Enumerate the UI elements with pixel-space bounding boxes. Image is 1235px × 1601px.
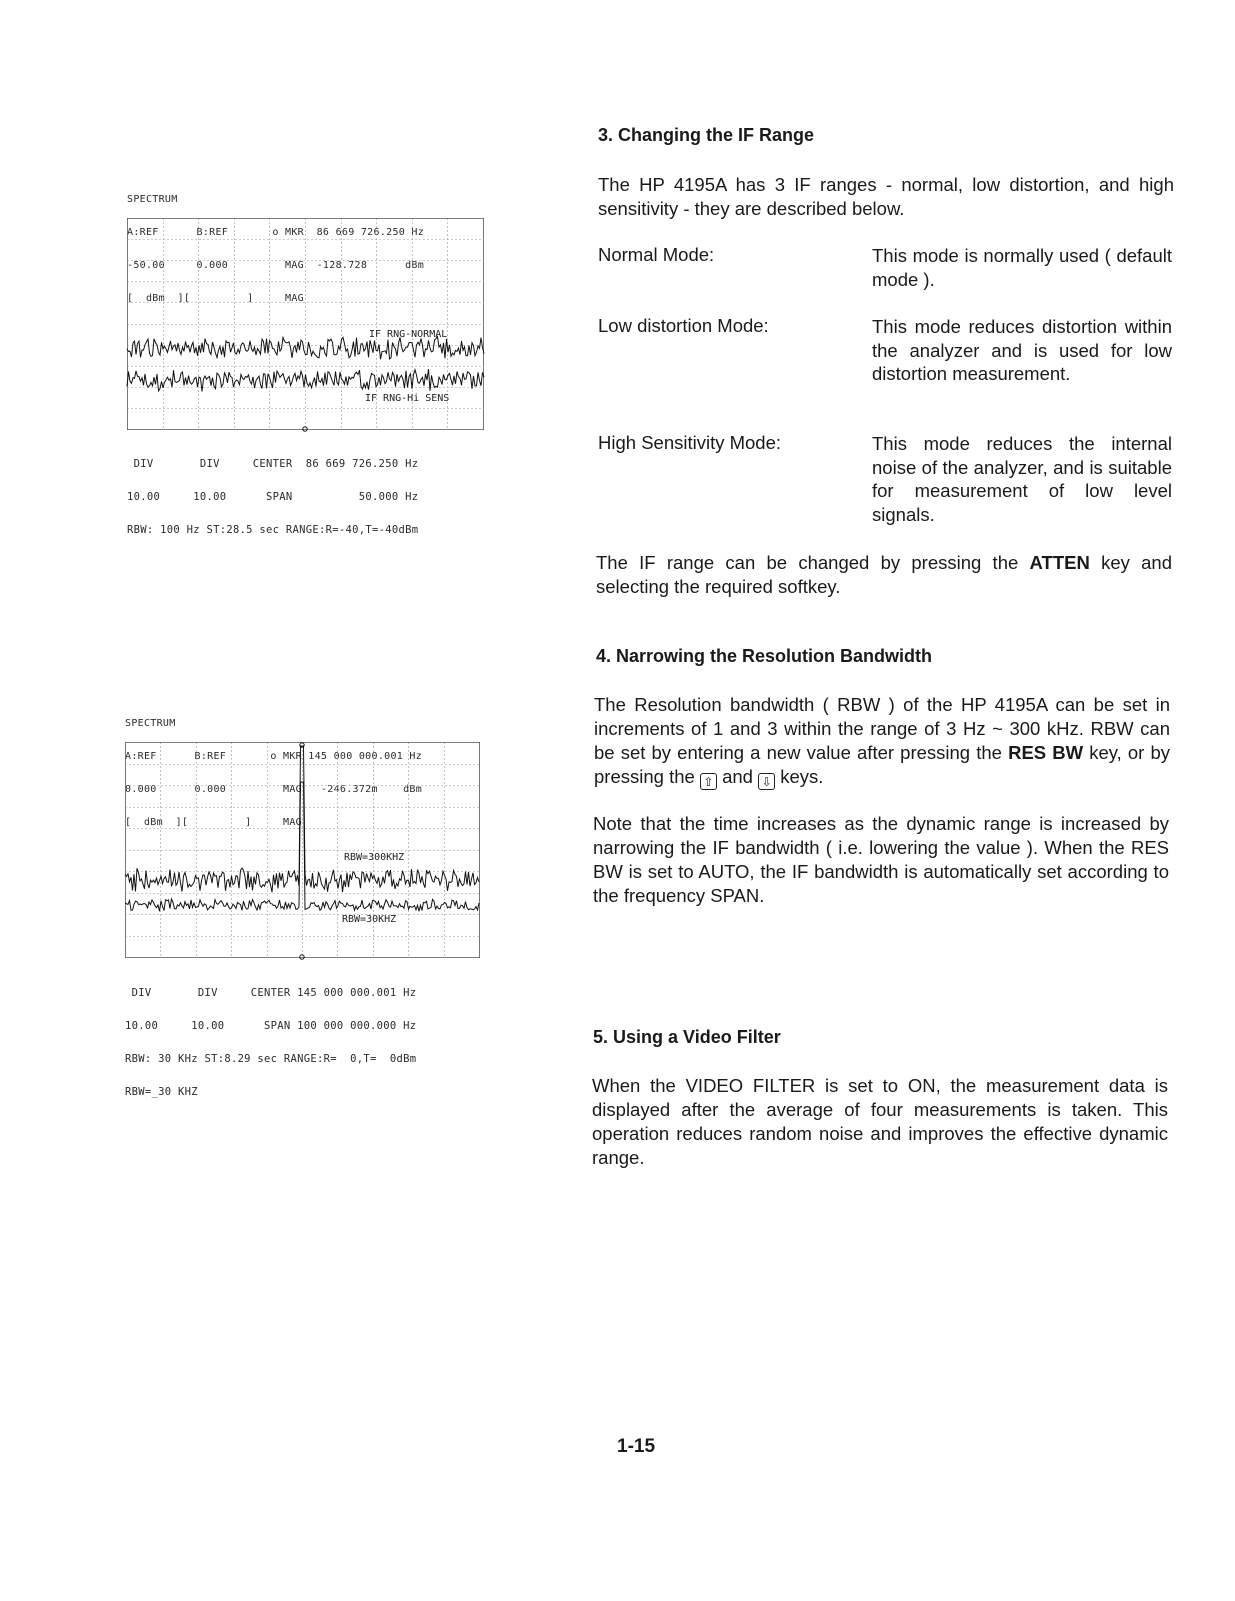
section-heading: 3. Changing the IF Range [598, 125, 815, 145]
screen-header-line: [ dBm ][ ] MAG [127, 293, 304, 304]
marker-icon [300, 743, 304, 747]
screen-footer-line: RBW=_30 KHZ [125, 1086, 198, 1098]
screen-header-line: 0.000 0.000 MAG -246.372m dBm [125, 784, 423, 795]
marker-icon [303, 427, 307, 431]
mode-description: This mode reduces the internal noise of the analyzer, and is suitable for measurement of low level signals. [872, 433, 1172, 525]
screen-header-line: [ dBm ][ ] MAG [125, 817, 302, 828]
trace-rbw-30khz [125, 782, 479, 911]
screen-footer [127, 437, 418, 558]
mode-label: Low distortion Mode: [598, 315, 769, 336]
text-run: keys. [775, 766, 824, 787]
screen-footer-line: 10.00 10.00 SPAN 50.000 Hz [127, 491, 419, 503]
mode-label: Normal Mode: [598, 244, 715, 265]
text-run: The IF range can be changed by pressing the [596, 552, 1030, 573]
screen-header-line: SPECTRUM [125, 718, 176, 729]
mode-description: This mode reduces distortion within the analyzer and is used for low distortion measurement. [872, 316, 1172, 384]
screen-header-line: A:REF B:REF o MKR 86 669 726.250 Hz [127, 227, 425, 238]
text-run: and [716, 766, 759, 787]
mode-description: This mode is normally used ( default mode ). [872, 245, 1172, 290]
section-paragraph [596, 551, 1172, 599]
screen-footer-line: 10.00 10.00 SPAN 100 000 000.000 Hz [125, 1020, 417, 1032]
marker-icon [300, 955, 304, 959]
key-name: ATTEN [1029, 552, 1090, 573]
text-run: The Resolution bandwidth ( RBW ) of the HP 4195A can be set in increments of 1 and 3 within the range of 3 Hz ~ 300 kHz. RBW can be set by entering a new value after pressing the [594, 694, 1170, 763]
screen-header-line: A:REF B:REF o MKR 145 000 000.001 Hz [125, 751, 423, 762]
trace-label: RBW=30KHZ [342, 914, 397, 925]
section-paragraph [594, 693, 1170, 790]
text-run: key and selecting the required softkey. [596, 552, 1172, 597]
step-down-key-icon: ⇩ [758, 773, 775, 790]
step-up-key-icon: ⇧ [700, 773, 717, 790]
screen-footer-line: DIV DIV CENTER 145 000 000.001 Hz [125, 987, 417, 999]
spectrum-graticule [127, 218, 484, 430]
section-paragraph: When the VIDEO FILTER is set to ON, the measurement data is displayed after the average of four measurements is taken. This operation reduces random noise and improves the effective dynamic range. [592, 1075, 1168, 1168]
key-name: RES BW [1008, 742, 1084, 763]
text-run: key, or by pressing the [594, 742, 1171, 787]
spectrum-graticule [125, 742, 480, 958]
trace-hi-sens [127, 369, 484, 391]
screen-footer-line: DIV DIV CENTER 86 669 726.250 Hz [127, 458, 419, 470]
section-paragraph: The HP 4195A has 3 IF ranges - normal, low distortion, and high sensitivity - they are described below. [598, 174, 1174, 219]
screen-footer-line: RBW: 30 KHz ST:8.29 sec RANGE:R= 0,T= 0dBm [125, 1053, 417, 1065]
screen-footer-line: RBW: 100 Hz ST:28.5 sec RANGE:R=-40,T=-40dBm [127, 524, 419, 536]
trace-label: IF RNG-Hi SENS [365, 393, 450, 404]
screen-header-line: SPECTRUM [127, 194, 178, 205]
section-heading: 4. Narrowing the Resolution Bandwidth [596, 646, 933, 666]
section-paragraph: Note that the time increases as the dynamic range is increased by narrowing the IF bandwidth ( i.e. lowering the value ). When the RES BW is set to AUTO, the IF bandwidth is automatically set according to the frequency SPAN. [593, 813, 1169, 906]
screen-header-line: -50.00 0.000 MAG -128.728 dBm [127, 260, 425, 271]
mode-label: High Sensitivity Mode: [598, 432, 782, 453]
page-number: 1-15 [617, 1436, 656, 1457]
trace-rbw-300khz [125, 746, 479, 892]
trace-label: RBW=300KHZ [344, 852, 405, 863]
section-heading: 5. Using a Video Filter [593, 1027, 781, 1047]
screen-footer [125, 966, 416, 1120]
trace-label: IF RNG-NORMAL [369, 329, 448, 340]
